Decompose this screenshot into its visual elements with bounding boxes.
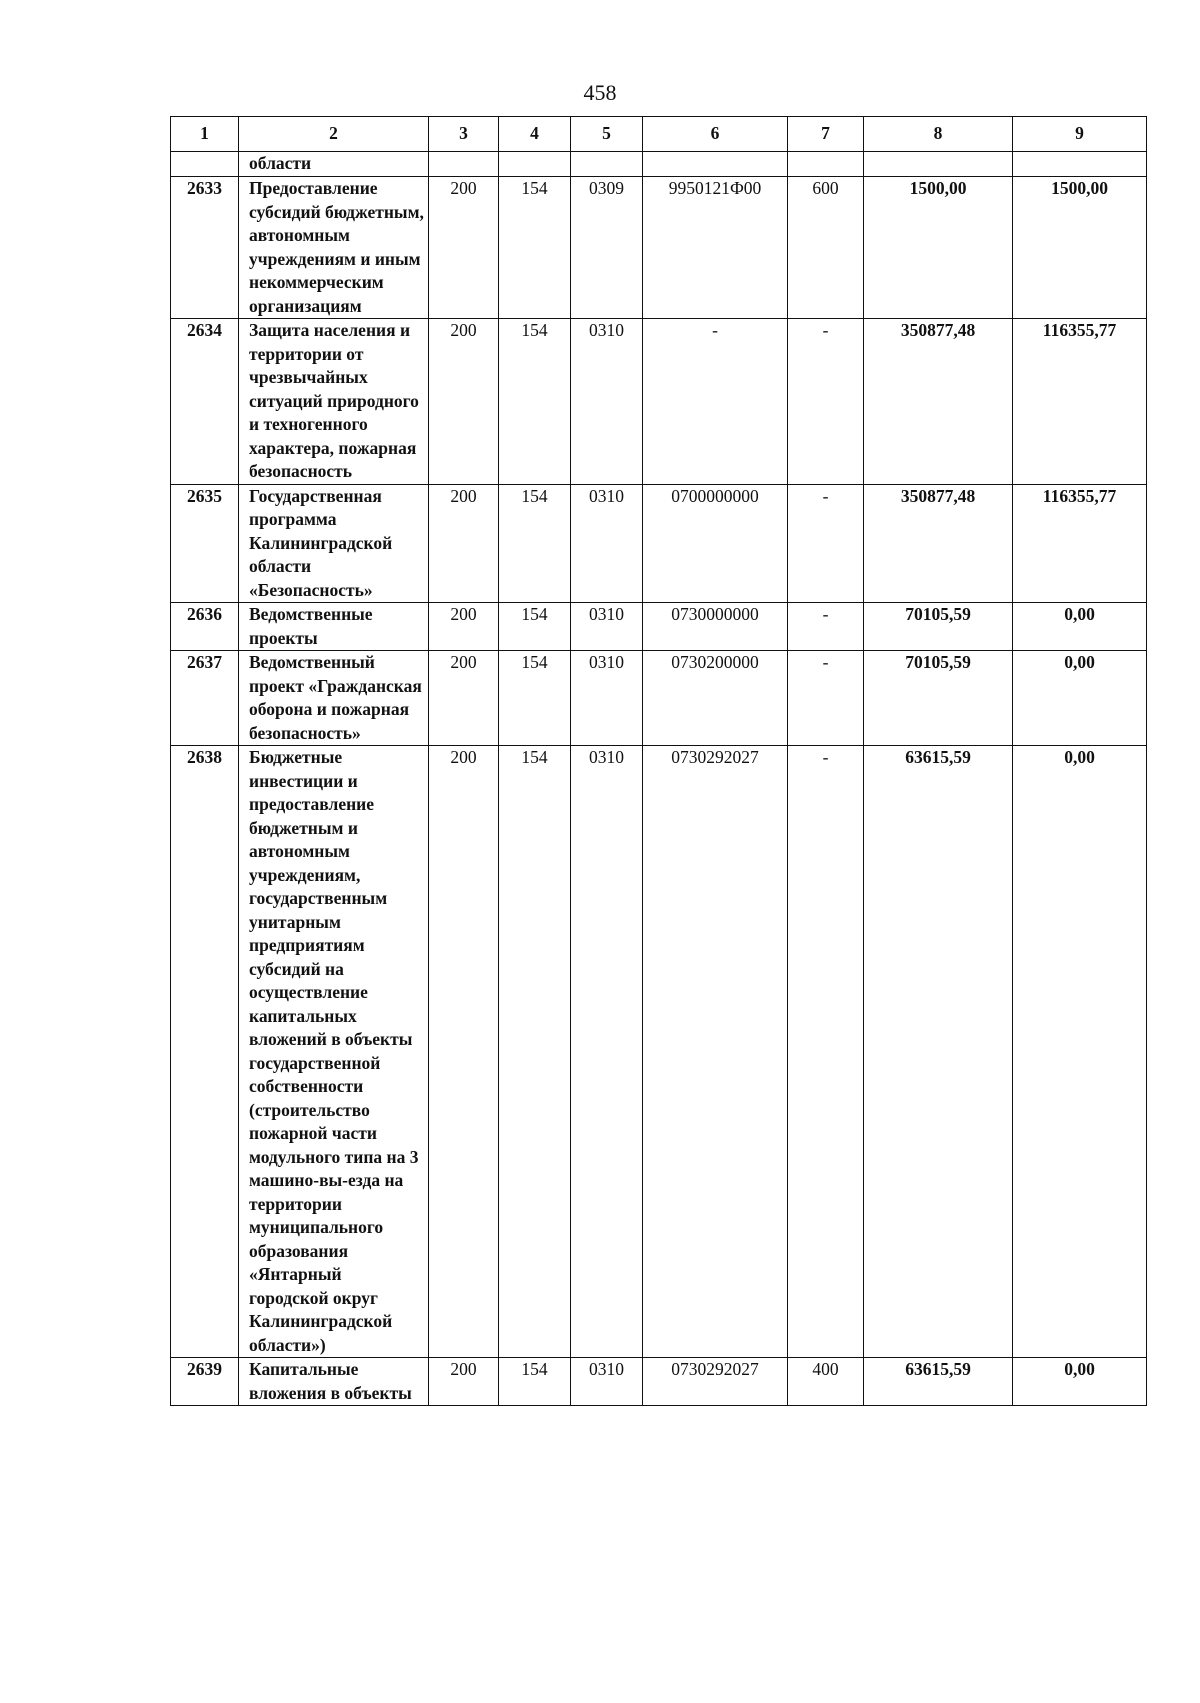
cell-admin: 200 [429, 319, 499, 485]
row-name-cell: Государственная программа Калининградской области «Безопасность» [239, 484, 429, 603]
row-number-cell [171, 152, 239, 177]
row-number-cell: 2633 [171, 177, 239, 319]
cell-admin: 200 [429, 1358, 499, 1406]
cell-glava: 154 [499, 603, 571, 651]
cell [429, 152, 499, 177]
cell-admin: 200 [429, 484, 499, 603]
table-row [171, 746, 1147, 1358]
cell-expense-type: - [788, 746, 864, 1358]
column-header: 8 [864, 117, 1013, 152]
cell-target: 0730292027 [643, 746, 788, 1358]
page-number: 458 [583, 80, 617, 105]
cell-amount-2: 116355,77 [1013, 319, 1147, 485]
cell-glava: 154 [499, 319, 571, 485]
cell-admin: 200 [429, 603, 499, 651]
cell [571, 152, 643, 177]
cell-amount-1: 63615,59 [864, 1358, 1013, 1406]
cell-admin: 200 [429, 177, 499, 319]
table-row [171, 651, 1147, 746]
cell [864, 152, 1013, 177]
row-name-cell: Бюджетные инвестиции и предоставление бюджетным и автономным учреждениям, государственным унитарным предприятиям субсидий на осуществление капитальных вложений в объекты государственной собственности (строительство пожарной части модульного типа на 3 машино-вы-езда на территории муниципального образования «Янтарный городской округ Калининградской области») [239, 746, 429, 1358]
cell-expense-type: 600 [788, 177, 864, 319]
cell-glava: 154 [499, 746, 571, 1358]
cell-target: 0730200000 [643, 651, 788, 746]
cell-section: 0310 [571, 603, 643, 651]
cell-target: 0700000000 [643, 484, 788, 603]
header-row [171, 117, 1147, 152]
column-header: 3 [429, 117, 499, 152]
cell-glava: 154 [499, 651, 571, 746]
row-name-cell: Защита населения и территории от чрезвычайных ситуаций природного и техногенного характера, пожарная безопасность [239, 319, 429, 485]
cell-section: 0310 [571, 746, 643, 1358]
cell-amount-1: 63615,59 [864, 746, 1013, 1358]
cell-expense-type: - [788, 603, 864, 651]
cell-amount-1: 70105,59 [864, 603, 1013, 651]
column-header: 7 [788, 117, 864, 152]
row-name-cell: области [239, 152, 429, 177]
cell-target: 9950121Ф00 [643, 177, 788, 319]
cell-glava: 154 [499, 1358, 571, 1406]
row-number-cell: 2636 [171, 603, 239, 651]
cell-target: 0730292027 [643, 1358, 788, 1406]
table-row [171, 1358, 1147, 1406]
cell-amount-2: 1500,00 [1013, 177, 1147, 319]
cell-section: 0309 [571, 177, 643, 319]
cell-expense-type: 400 [788, 1358, 864, 1406]
cell-section: 0310 [571, 1358, 643, 1406]
cell-amount-1: 1500,00 [864, 177, 1013, 319]
cell-section: 0310 [571, 484, 643, 603]
table-row [171, 177, 1147, 319]
budget-table [170, 116, 1147, 1406]
cell-glava: 154 [499, 177, 571, 319]
cell-amount-1: 70105,59 [864, 651, 1013, 746]
row-name-cell: Капитальные вложения в объекты [239, 1358, 429, 1406]
cell-expense-type: - [788, 484, 864, 603]
cell-target: - [643, 319, 788, 485]
cell-amount-1: 350877,48 [864, 484, 1013, 603]
cell-target: 0730000000 [643, 603, 788, 651]
cell [499, 152, 571, 177]
cell-expense-type: - [788, 319, 864, 485]
cell-amount-1: 350877,48 [864, 319, 1013, 485]
cell [788, 152, 864, 177]
cell-amount-2: 0,00 [1013, 603, 1147, 651]
row-name-cell: Ведомственные проекты [239, 603, 429, 651]
column-header: 1 [171, 117, 239, 152]
column-header: 4 [499, 117, 571, 152]
column-header: 6 [643, 117, 788, 152]
row-name-cell: Ведомственный проект «Гражданская оборона и пожарная безопасность» [239, 651, 429, 746]
cell-amount-2: 0,00 [1013, 651, 1147, 746]
table-row [171, 603, 1147, 651]
cell-admin: 200 [429, 651, 499, 746]
cell-amount-2: 0,00 [1013, 1358, 1147, 1406]
row-number-cell: 2638 [171, 746, 239, 1358]
cell-glava: 154 [499, 484, 571, 603]
cell-section: 0310 [571, 319, 643, 485]
cell-amount-2: 0,00 [1013, 746, 1147, 1358]
row-number-cell: 2639 [171, 1358, 239, 1406]
row-number-cell: 2637 [171, 651, 239, 746]
column-header: 9 [1013, 117, 1147, 152]
column-header: 5 [571, 117, 643, 152]
table-row [171, 484, 1147, 603]
continuation-row [171, 152, 1147, 177]
row-number-cell: 2634 [171, 319, 239, 485]
cell-amount-2: 116355,77 [1013, 484, 1147, 603]
cell-admin: 200 [429, 746, 499, 1358]
cell-section: 0310 [571, 651, 643, 746]
row-name-cell: Предоставление субсидий бюджетным, автономным учреждениям и иным некоммерческим организациям [239, 177, 429, 319]
cell [643, 152, 788, 177]
cell-expense-type: - [788, 651, 864, 746]
cell [1013, 152, 1147, 177]
row-number-cell: 2635 [171, 484, 239, 603]
column-header: 2 [239, 117, 429, 152]
table-row [171, 319, 1147, 485]
